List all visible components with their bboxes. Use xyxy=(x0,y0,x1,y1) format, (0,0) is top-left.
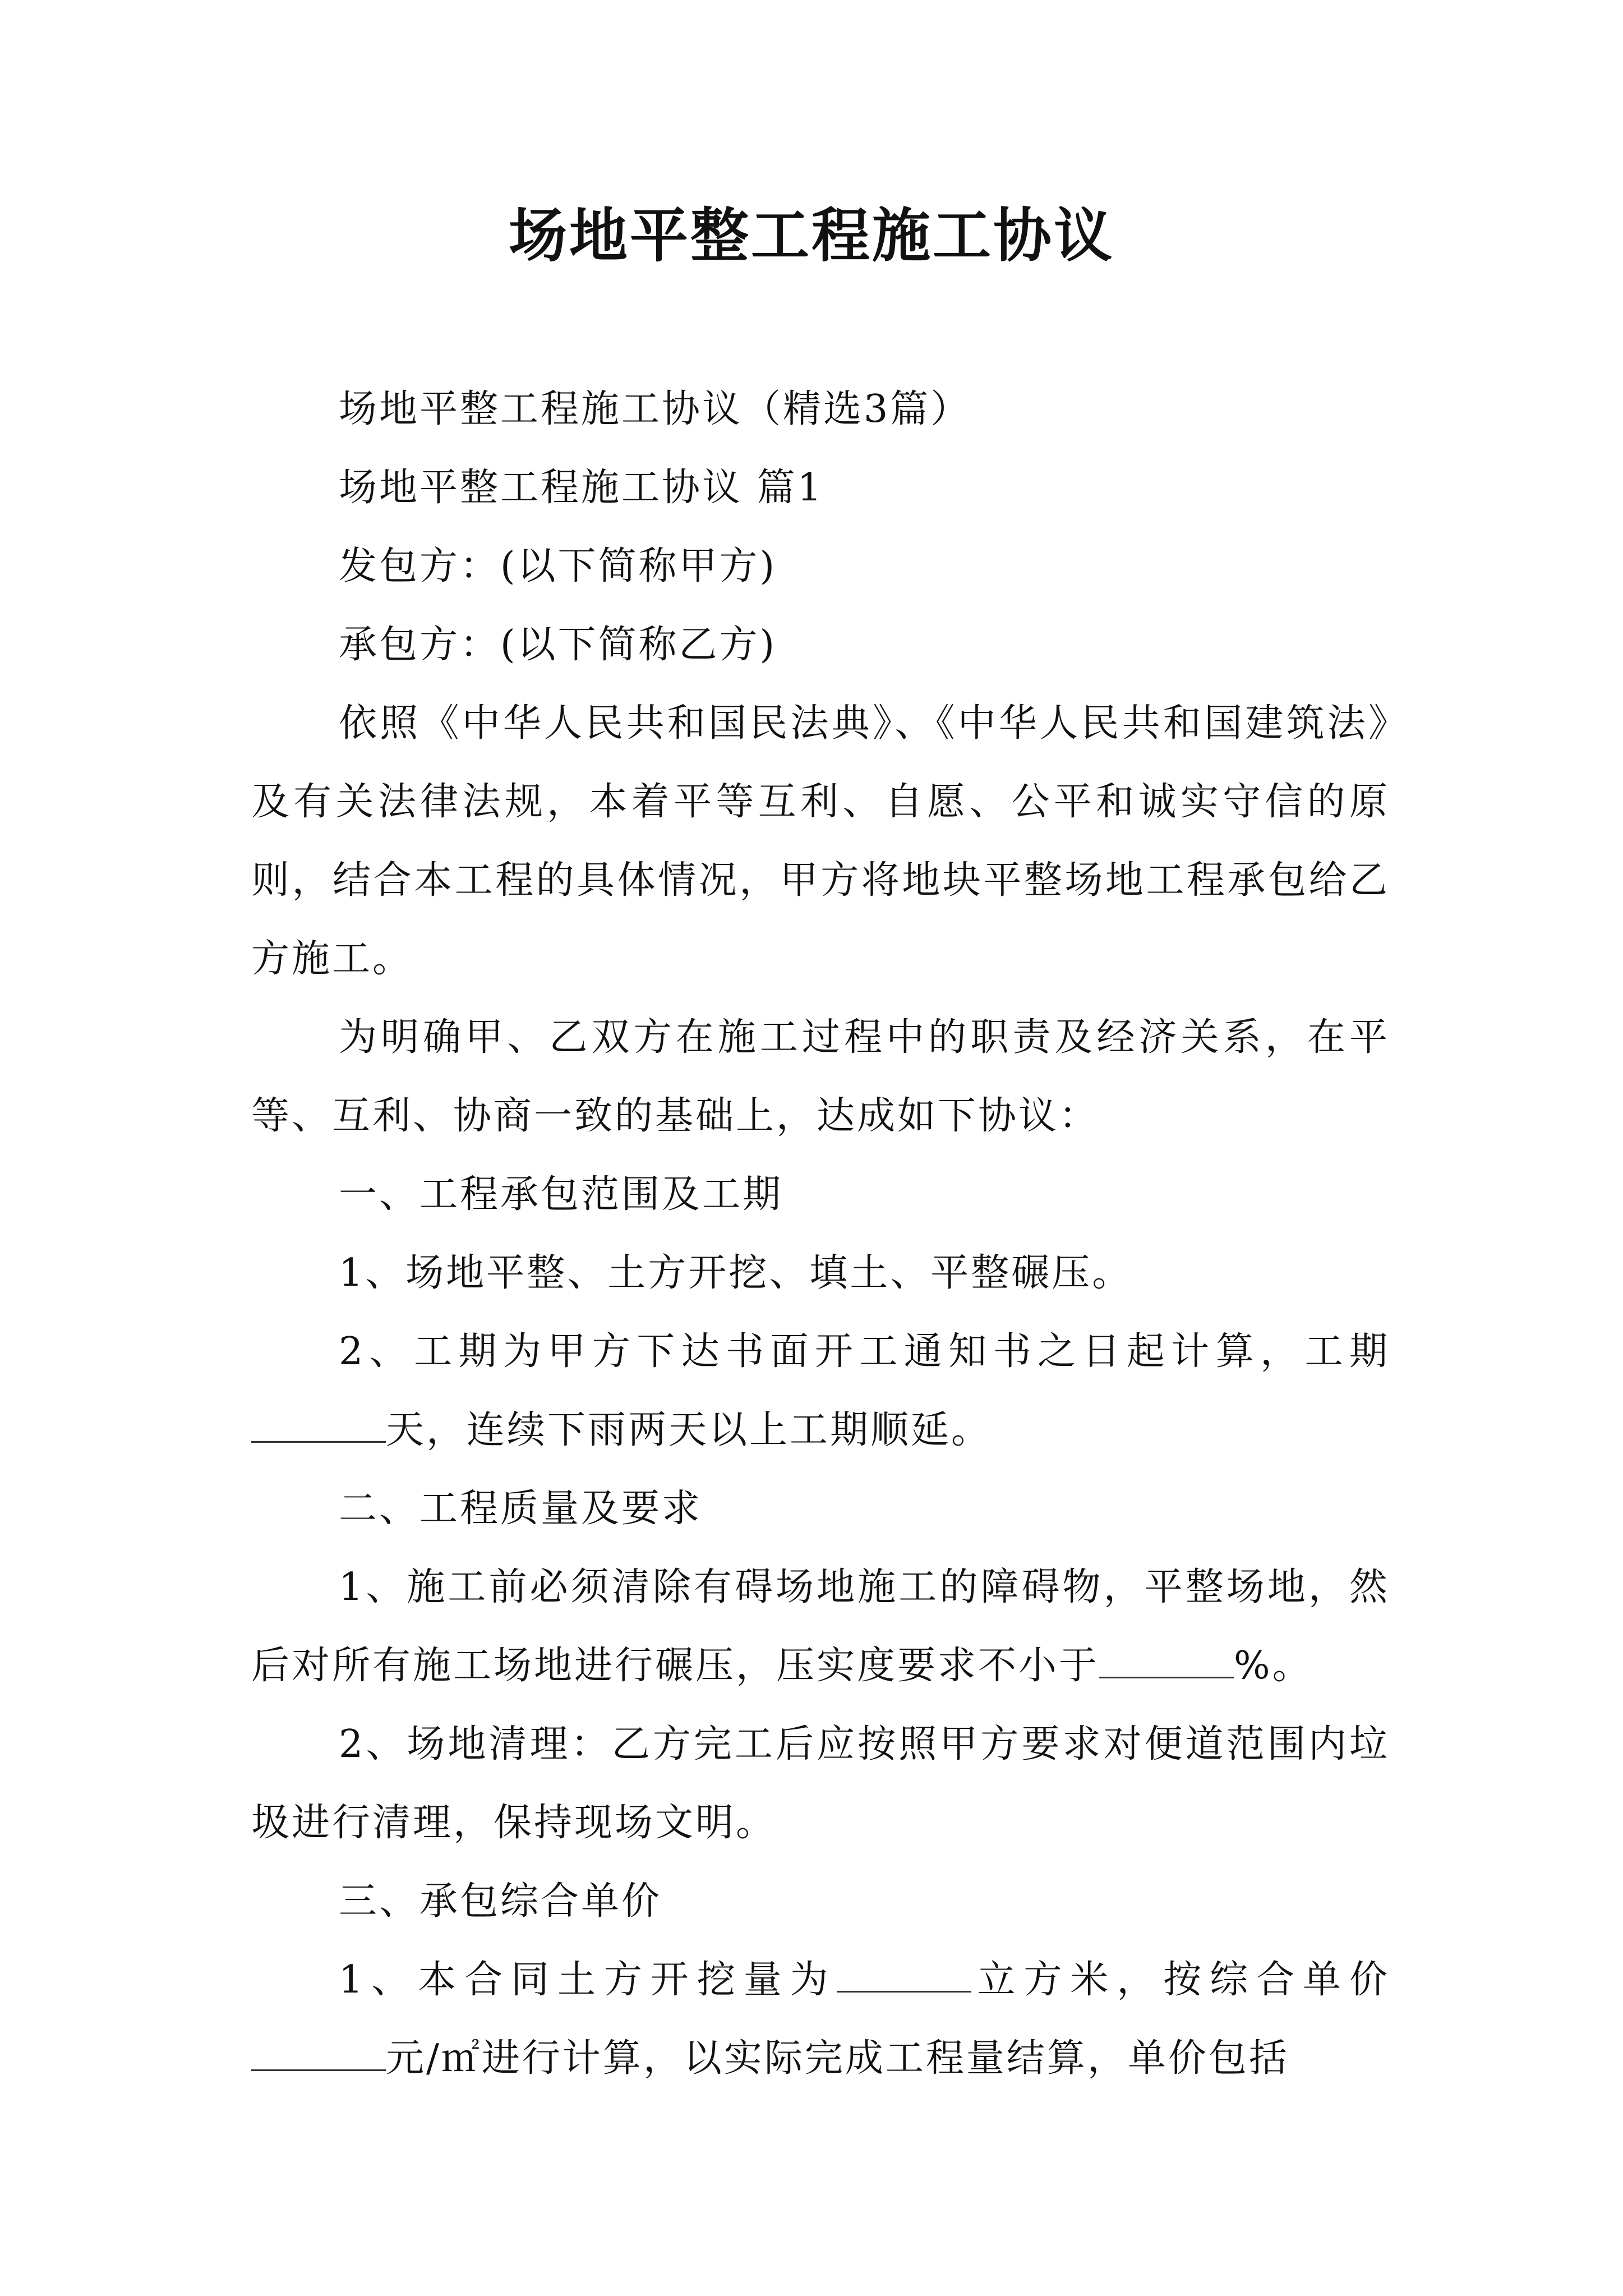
fill-blank-volume xyxy=(837,1990,971,1993)
clause-3-1-text-c: 元/㎡进行计算，以实际完成工程量结算，单价包括 xyxy=(386,2036,1289,2081)
clause-2-2: 2、场地清理：乙方完工后应按照甲方要求对便道范围内垃圾进行清理，保持现场文明。 xyxy=(251,1722,1390,1845)
party-b-line: 承包方：(以下简称乙方) xyxy=(339,623,777,667)
clause-1-2 xyxy=(251,1313,1390,1470)
clause-2-1 xyxy=(251,1548,1390,1705)
subtitle-paragraph: 场地平整工程施工协议（精选3篇） xyxy=(339,387,971,431)
fill-blank-duration xyxy=(251,1441,386,1443)
section-heading: 场地平整工程施工协议 篇1 xyxy=(339,466,824,510)
clause-heading-1: 一、工程承包范围及工期 xyxy=(339,1172,783,1217)
fill-blank-compaction xyxy=(1099,1676,1234,1678)
clause-1-2-text-a: 2、工期为甲方下达书面开工通知书之日起计算，工期 xyxy=(339,1329,1390,1374)
clause-1-2-text-b: 天，连续下雨两天以上工期顺延。 xyxy=(386,1408,992,1452)
basis-paragraph: 依照《中华人民共和国民法典》、《中华人民共和国建筑法》及有关法律法规，本着平等互利、自愿、公平和诚实守信的原则，结合本工程的具体情况，甲方将地块平整场地工程承包给乙方施工。 xyxy=(251,701,1390,981)
clause-2-1-text-a: 1、施工前必须清除有碍场地施工的障碍物，平整场地，然后对所有施工场地进行碾压，压实度要求不小于 xyxy=(251,1565,1390,1688)
clause-heading-3: 三、承包综合单价 xyxy=(339,1879,662,1924)
document-body xyxy=(251,370,1390,2098)
party-a-line: 发包方：(以下简称甲方) xyxy=(339,544,777,588)
clause-1-1: 1、场地平整、土方开挖、填土、平整碾压。 xyxy=(339,1251,1133,1295)
clause-2-1-text-b: %。 xyxy=(1234,1644,1313,1688)
purpose-paragraph: 为明确甲、乙双方在施工过程中的职责及经济关系，在平等、互利、协商一致的基础上，达成如下协议： xyxy=(251,1015,1390,1138)
clause-3-1-text-b: 立方米，按综合单价 xyxy=(971,1958,1390,2002)
clause-3-1-text-a: 1、本合同土方开挖量为 xyxy=(339,1958,837,2002)
clause-heading-2: 二、工程质量及要求 xyxy=(339,1487,703,1531)
document-title: 场地平整工程施工协议 xyxy=(508,201,1114,270)
fill-blank-unit-price xyxy=(251,2069,386,2071)
clause-3-1 xyxy=(251,1941,1390,2098)
